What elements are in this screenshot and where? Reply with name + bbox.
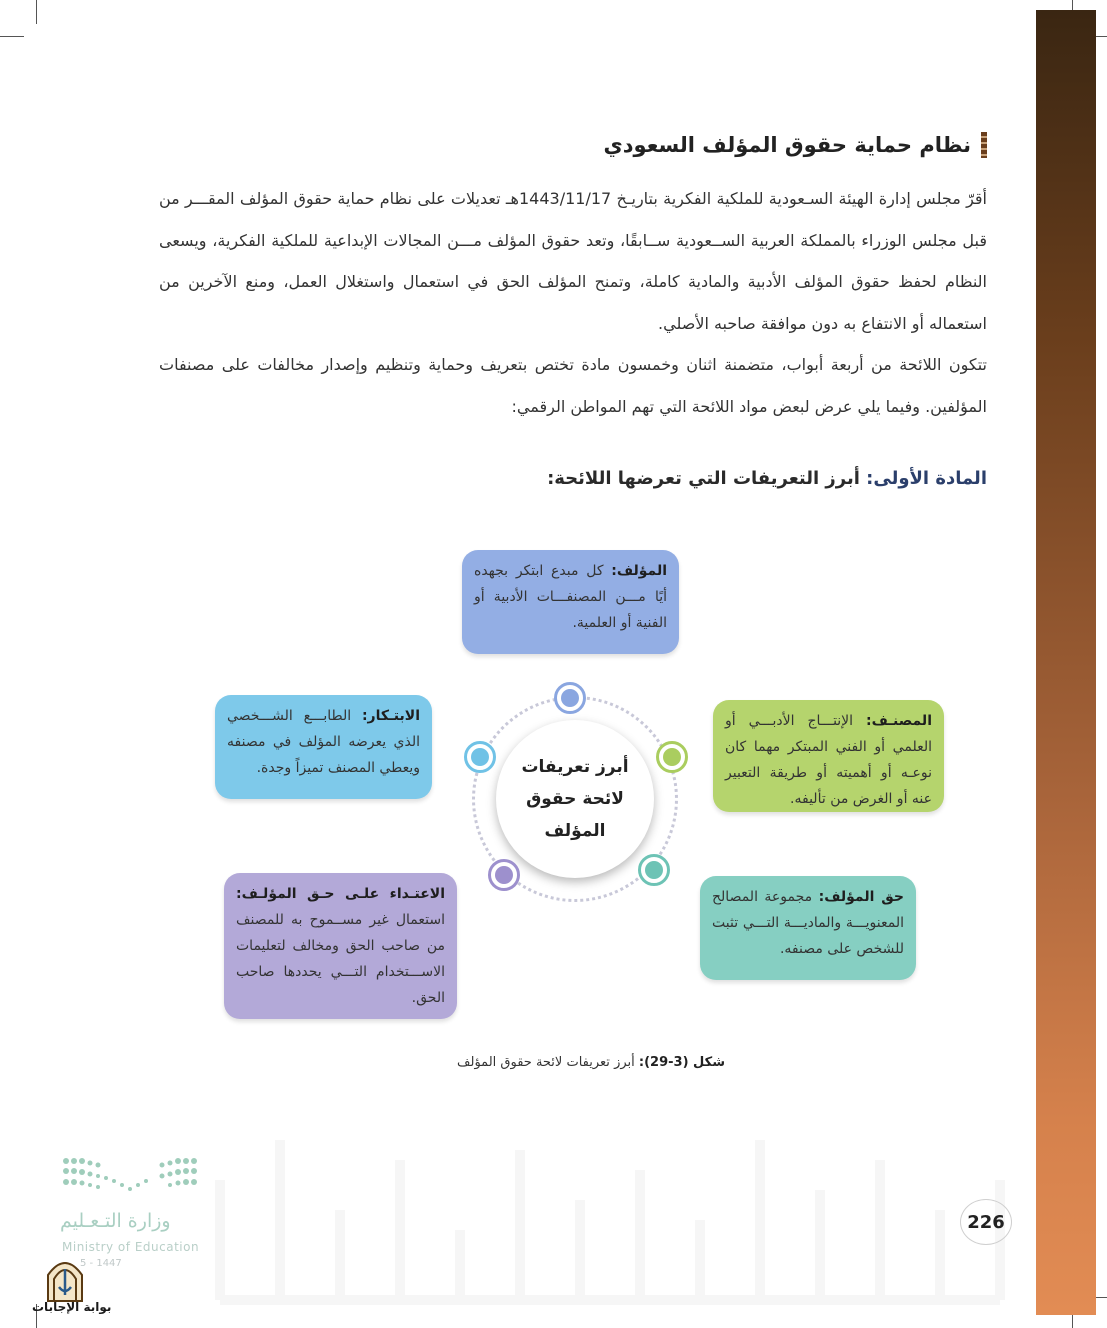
body-text <box>159 178 987 427</box>
definition-text: الإنتـــاج الأدبـــي أو العلمي أو الفني المبتكر مهما كان نوعـه أو أهميته أو طريقة التعبير عنه أو الغرض من تأليفه. <box>725 713 932 807</box>
definition-text: مجموعة المصالح المعنويـــة والماديـــة التـــي تثبت للشخص على مصنفه. <box>712 889 904 957</box>
ministry-logo-icon <box>62 1155 198 1197</box>
connector-dot-icon <box>656 741 688 773</box>
definition-term: حق المؤلف: <box>818 889 904 905</box>
definition-term: المؤلف: <box>611 563 667 579</box>
section-heading <box>604 132 988 158</box>
definition-text: استعمال غير مســموح به للمصنف من صاحب الحق ومخالف لتعليمات الاســـتخدام التـــي يحددها صاحب الحق. <box>236 912 445 1006</box>
center-line: لائحة حقوق <box>526 789 624 809</box>
figure-caption <box>380 1055 725 1070</box>
diagram-center <box>496 720 654 878</box>
page-number: 226 <box>960 1199 1012 1245</box>
center-line: أبرز تعريفات <box>521 757 629 777</box>
connector-dot-icon <box>638 854 670 886</box>
ministry-name-ar: وزارة التـعـليم <box>60 1210 171 1232</box>
paragraph: تتكون اللائحة من أربعة أبواب، متضمنة اثنان وخمسون مادة تختص بتعريف وحماية وتنظيم وإصدار مخالفات على مصنفات المؤلفين. وفيما يلي عرض لبعض مواد اللائحة التي تهم المواطن الرقمي: <box>159 355 987 416</box>
paragraph: أقرّ مجلس إدارة الهيئة السـعودية للملكية الفكرية بتاريـخ 1443/11/17هـ تعديلات على نظام حماية حقوق المؤلف المقـــر من قبل مجلس الوزراء بالمملكة العربية الســعودية ســابقًا، وتعد حقوق المؤلف مـــن المجالات الإبداعية للملكية الفكرية، ويسعى النظام لحفظ حقوق المؤلف الأدبية والمادية كاملة، وتمنح المؤلف الحق في استعمال واستغلال العمل، ومنع الآخرين من استعماله أو الانتفاع به دون موافقة صاحبه الأصلي. <box>159 189 987 333</box>
definition-term: الاعتـداء علـى حـق المؤلـف: <box>236 886 445 902</box>
caption-text: أبرز تعريفات لائحة حقوق المؤلف <box>457 1055 639 1070</box>
connector-dot-icon <box>488 859 520 891</box>
definition-text: كل مبدع ابتكر بجهده أيًا مـــن المصنفـــات الأدبية أو الفنية أو العلمية. <box>474 563 667 631</box>
center-line: المؤلف <box>544 821 606 841</box>
definition-box-infringement <box>224 873 457 1019</box>
connector-dot-icon <box>554 682 586 714</box>
section-title: نظام حماية حقوق المؤلف السعودي <box>603 133 971 157</box>
crop-mark <box>0 36 24 37</box>
site-name: بوابة الإجابات <box>32 1300 112 1314</box>
definition-term: الابتـكار: <box>361 708 420 724</box>
caption-label: شكل (3-29): <box>638 1055 725 1070</box>
article-subheading <box>547 468 987 489</box>
definition-box-work <box>713 700 944 812</box>
article-title: أبرز التعريفات التي تعرضها اللائحة: <box>547 468 867 489</box>
connector-dot-icon <box>464 741 496 773</box>
site-logo-icon <box>44 1255 86 1303</box>
crop-mark <box>36 0 37 24</box>
definition-box-author-right <box>700 876 916 980</box>
definition-box-innovation <box>215 695 432 799</box>
side-color-band <box>1036 10 1096 1315</box>
ministry-year: 5 - 1447 <box>80 1258 122 1269</box>
heading-bar-icon <box>981 132 987 158</box>
ministry-name-en: Ministry of Education <box>62 1240 200 1254</box>
article-label: المادة الأولى: <box>866 468 987 489</box>
definition-term: المصنـف: <box>865 713 932 729</box>
definition-box-author <box>462 550 679 654</box>
watermark-calligraphy-icon <box>200 1120 1020 1310</box>
definition-text: الطابـــع الشـــخصي الذي يعرضه المؤلف في مصنفه ويعطي المصنف تميزاً وجدة. <box>227 708 420 776</box>
